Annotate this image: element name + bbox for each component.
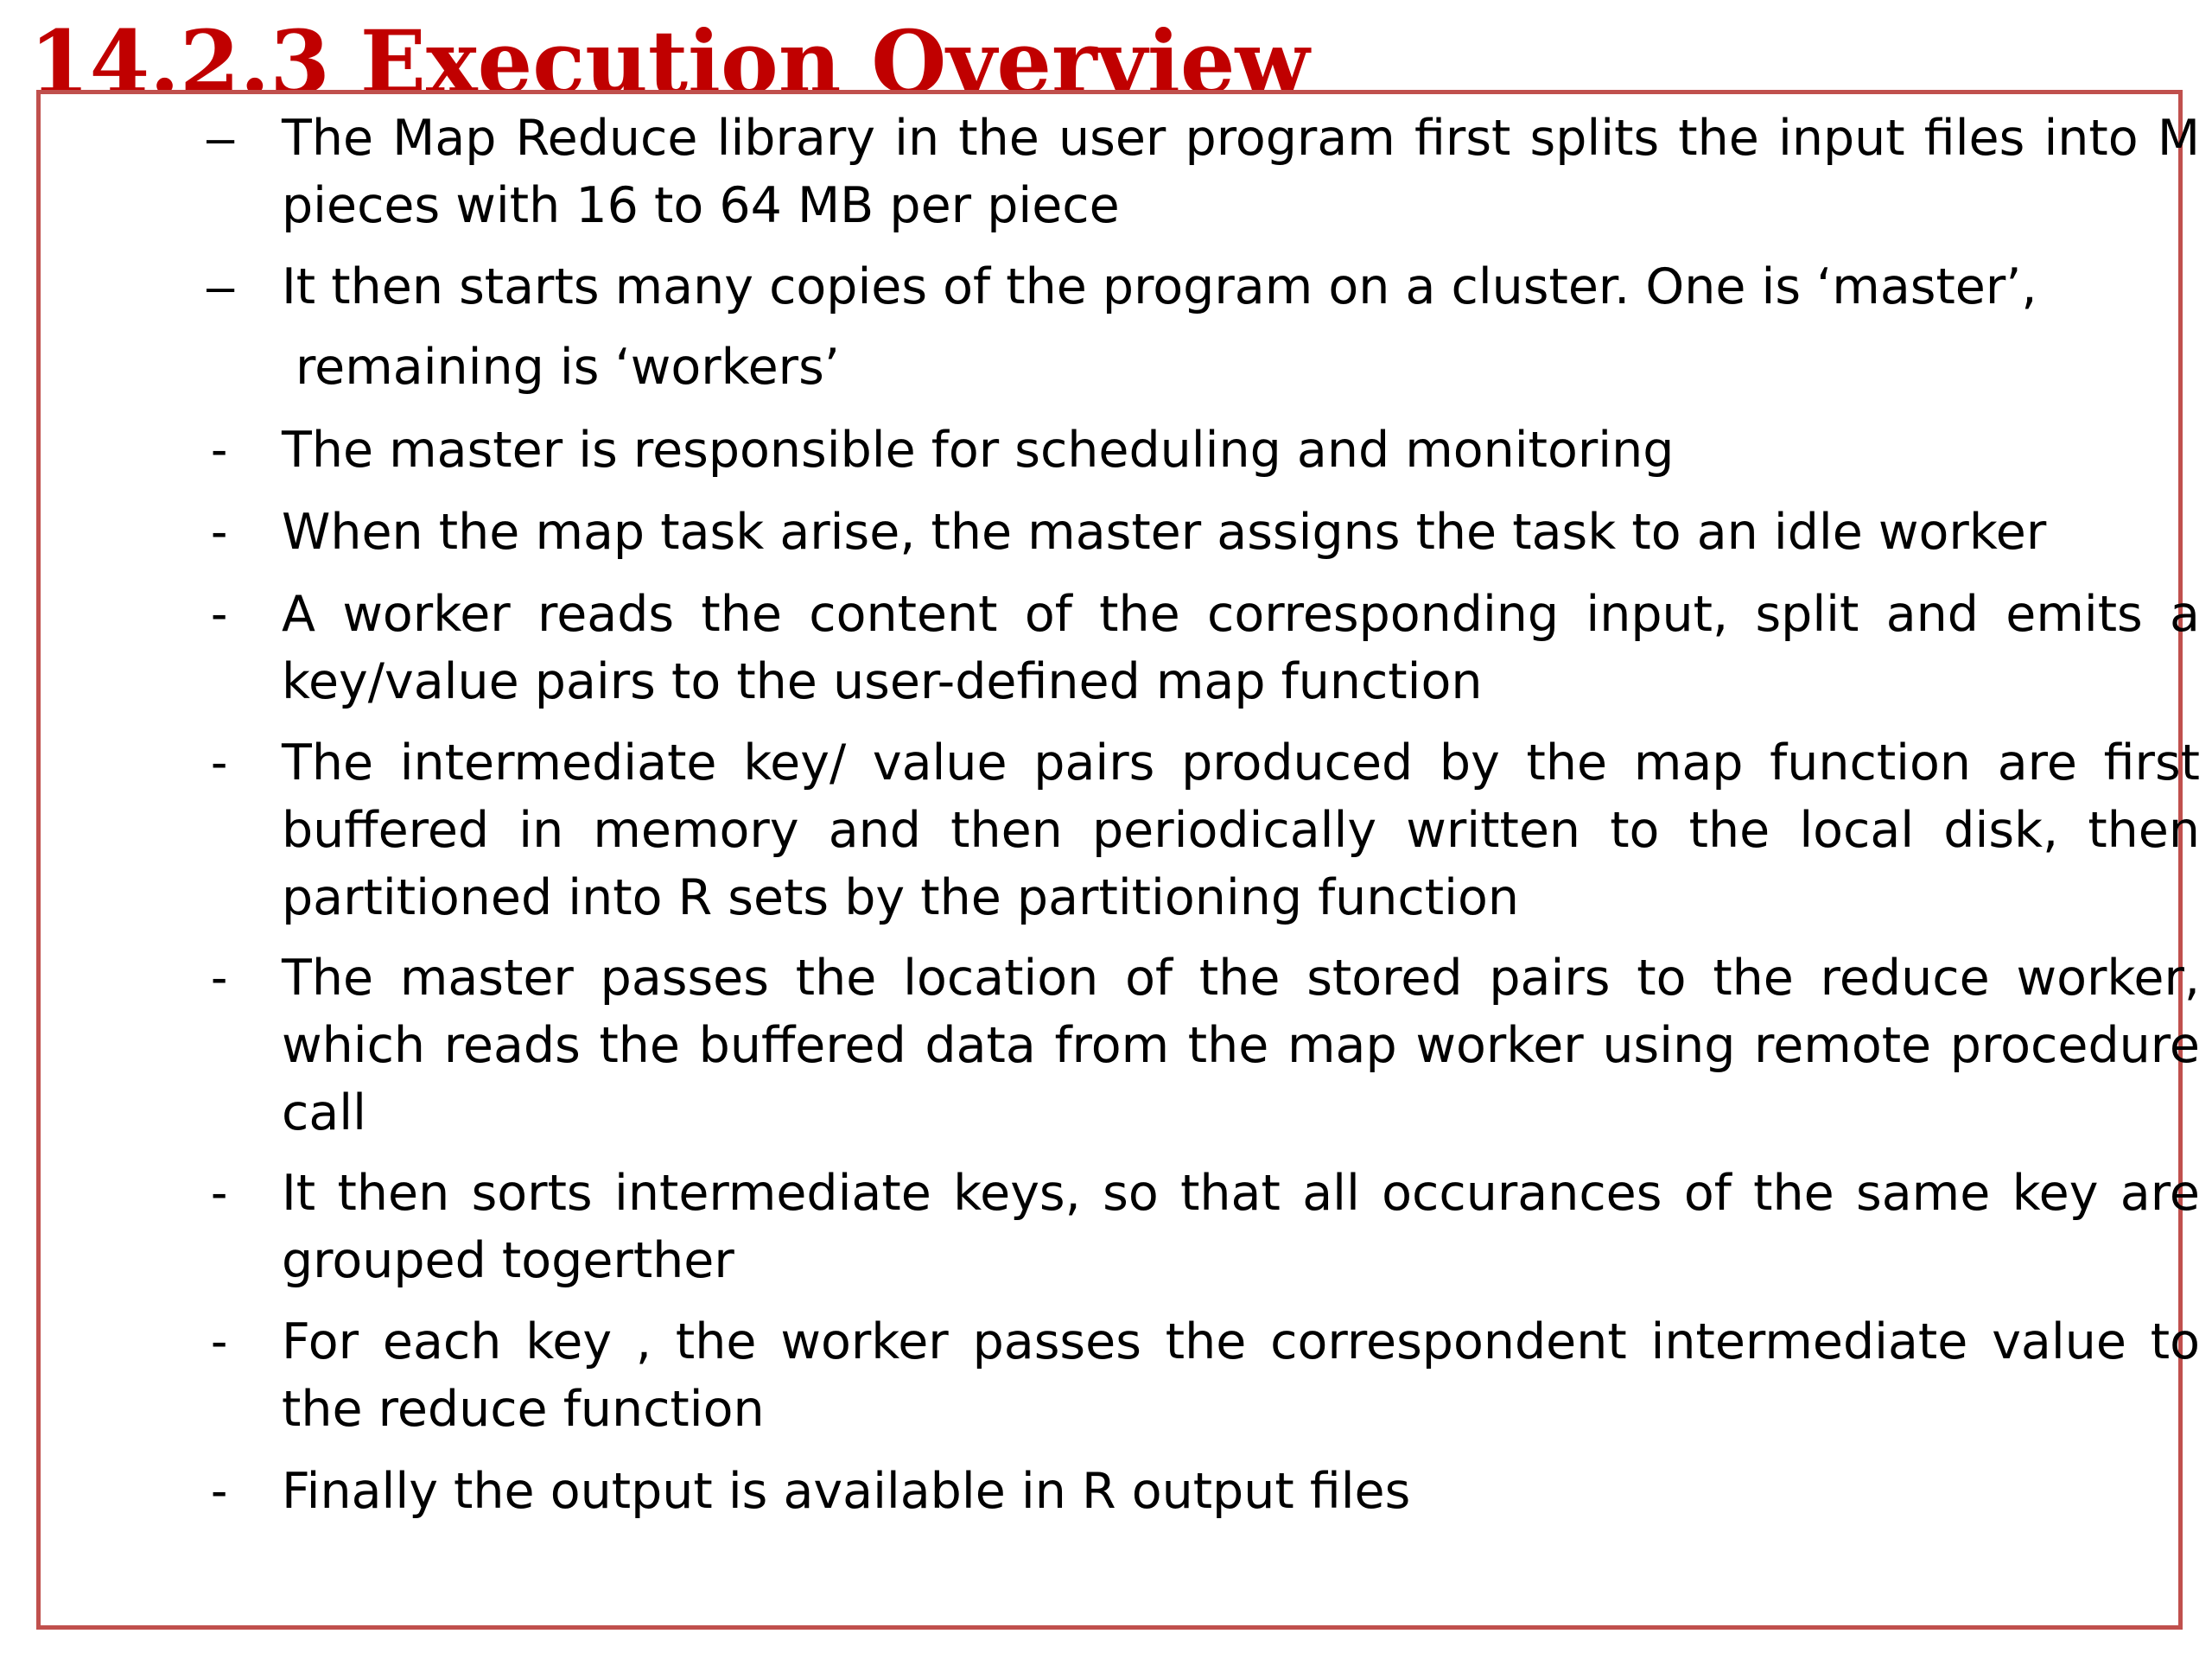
bullet-marker: -: [211, 504, 228, 560]
bullet-marker: -: [211, 950, 228, 1006]
bullet-marker: –: [207, 110, 235, 166]
bullet-marker: -: [211, 1463, 228, 1519]
bullet-marker: -: [211, 1165, 228, 1221]
bullet-marker: -: [211, 422, 228, 478]
bullet-continuation: remaining is ‘workers’: [296, 339, 840, 396]
bullet-text: Finally the output is available in R output files: [282, 1463, 1411, 1520]
bullet-text: A worker reads the content of the corresponding input, split and emits a key/value pairs to the user-defined map function: [282, 586, 2200, 710]
bullet-text: The Map Reduce library in the user program first splits the input files into M pieces with 16 to 64 MB per piece: [282, 110, 2200, 234]
bullet-marker: -: [211, 734, 228, 791]
bullet-text: It then starts many copies of the program on a cluster. One is ‘master’,: [282, 258, 2037, 315]
bullet-marker: –: [207, 258, 235, 315]
bullet-text: The master passes the location of the stored pairs to the reduce worker, which reads the buffered data from the map worker using remote procedure call: [282, 950, 2200, 1141]
bullet-list: [41, 94, 2200, 1625]
bullet-text: The intermediate key/ value pairs produced by the map function are first buffered in memory and then periodically written to the local disk, then partitioned into R sets by the partitioning function: [282, 734, 2200, 926]
bullet-text: The master is responsible for scheduling and monitoring: [282, 422, 1675, 479]
content-frame: [36, 90, 2200, 1630]
bullet-text: For each key , the worker passes the correspondent intermediate value to the reduce function: [282, 1313, 2200, 1438]
bullet-text: It then sorts intermediate keys, so that all occurances of the same key are grouped togerther: [282, 1165, 2200, 1289]
bullet-text: When the map task arise, the master assigns the task to an idle worker: [282, 504, 2047, 561]
slide-title: 14.2.3 Execution Overview: [29, 11, 1310, 113]
bullet-marker: -: [211, 586, 228, 642]
bullet-marker: -: [211, 1313, 228, 1370]
